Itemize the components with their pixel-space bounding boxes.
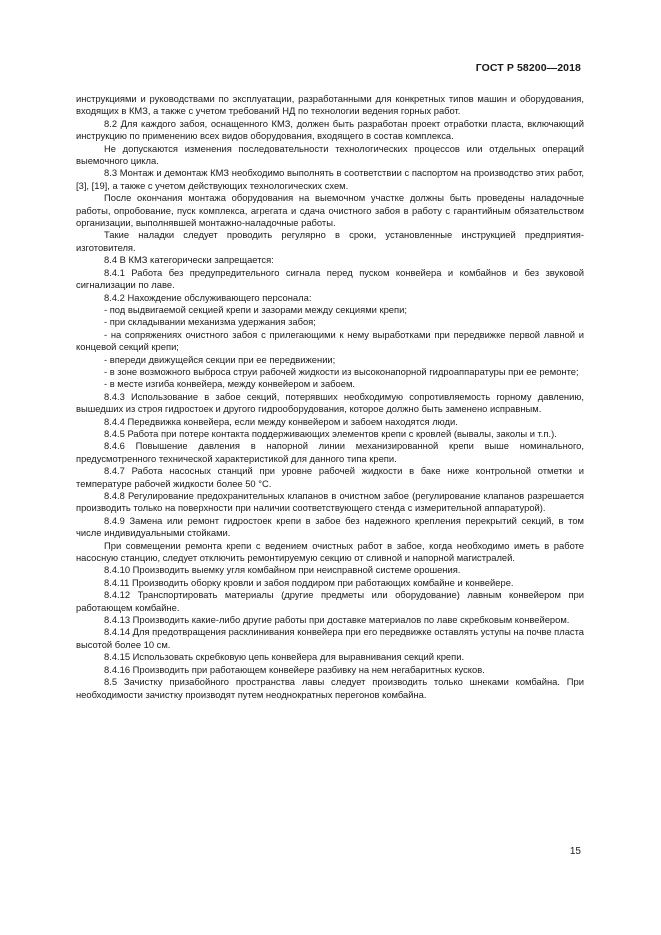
paragraph: - в месте изгиба конвейера, между конвейером и забоем. [104, 378, 356, 390]
paragraph: 8.4.6 Повышение давления в напорной линии механизированной крепи выше номинального, предусмотренного технической характеристикой для данного типа крепи. [76, 440, 584, 464]
paragraph: 8.2 Для каждого забоя, оснащенного КМЗ, должен быть разработан проект отработки пласта, включающий инструкцию по применению всех видов оборудования, входящего в состав комплекса. [76, 117, 584, 142]
paragraph: 8.4.3 Использование в забое секций, потерявших необходимую сопротивляемость горному давлению, вышедших из строя гидростоек и другого гидрооборудования, которое должно быть заменено исправным. [76, 390, 584, 415]
paragraph: - в зоне возможного выброса струи рабочей жидкости из высоконапорной гидроаппаратуры при ее ремонте; [104, 365, 579, 377]
paragraph: 8.4.9 Замена или ремонт гидростоек крепи в забое без надежного крепления перекрытий секций, в том числе индивидуальными стойками. [76, 514, 584, 539]
paragraph: инструкциями и руководствами по эксплуатации, разработанными для конкретных типов машин и оборудования, входящих в КМЗ, а также с учетом требований НД по технологии ведения горных работ. [76, 93, 584, 117]
paragraph: 8.4.4 Передвижка конвейера, если между конвейером и забоем находятся люди. [104, 415, 458, 427]
paragraph: 8.4.2 Нахождение обслуживающего персонала: [104, 291, 312, 303]
paragraph: 8.4.10 Производить выемку угля комбайном при неисправной системе орошения. [104, 564, 461, 576]
paragraph: 8.4.16 Производить при работающем конвейере разбивку на нем негабаритных кусков. [104, 663, 485, 675]
paragraph: После окончания монтажа оборудования на выемочном участке должны быть проведены наладочные работы, опробование, пуск комплекса, агрегата и сдача очистного забоя в работу с гарантийным обязательством организации, выполнявшей монтажно-наладочные работы. [76, 192, 584, 229]
paragraph: 8.4.7 Работа насосных станций при уровне рабочей жидкости в баке ниже контрольной отметки и температуре рабочей жидкости более 50 °С. [76, 465, 584, 489]
paragraph: 8.4.13 Производить какие-либо другие работы при доставке материалов по лаве скребковым конвейером. [104, 614, 570, 626]
paragraph: 8.4.8 Регулирование предохранительных клапанов в очистном забое (регулирование клапанов разрешается производить только на поверхности при наличии соответствующего стенда с измерительной аппаратурой). [76, 490, 584, 514]
paragraph: Такие наладки следует проводить регулярно в сроки, установленные инструкцией предприятия-изготовителя. [76, 229, 584, 253]
paragraph: - на сопряжениях очистного забоя с прилегающими к нему выработками при передвижке первой лавной и концевой секций крепи; [76, 328, 584, 353]
paragraph: 8.4.1 Работа без предупредительного сигнала перед пуском конвейера и комбайнов и без звуковой сигнализации по лаве. [76, 266, 584, 291]
paragraph: - впереди движущейся секции при ее передвижении; [104, 353, 336, 365]
paragraph: 8.4.14 Для предотвращения расклинивания конвейера при его передвижке оставлять уступы на почве пласта высотой более 10 см. [76, 626, 584, 650]
paragraph: Не допускаются изменения последовательности технологических процессов или отдельных операций выемочного цикла. [76, 142, 584, 167]
paragraph: - под выдвигаемой секцией крепи и зазорами между секциями крепи; [104, 303, 407, 315]
paragraph: 8.4.5 Работа при потере контакта поддерживающих элементов крепи с кровлей (вывалы, заколы и т.п.). [104, 427, 557, 439]
paragraph: 8.5 Зачистку призабойного пространства лавы следует производить только шнеками комбайна. При необходимости зачистку производят путем неоднократных перегонов комбайна. [76, 676, 584, 700]
paragraph: 8.4.12 Транспортировать материалы (другие предметы или оборудование) лавным конвейером при работающем комбайне. [76, 589, 584, 613]
page-number: 15 [569, 846, 581, 857]
document-body [76, 93, 584, 701]
paragraph: 8.4.15 Использовать скребковую цепь конвейера для выравнивания секций крепи. [104, 651, 465, 663]
paragraph: При совмещении ремонта крепи с ведением очистных работ в забое, когда необходимо иметь в работе насосную станцию, следует отключить ремонтируемую секцию от сливной и напорной магистралей. [76, 539, 584, 564]
paragraph: - при складывании механизма удержания забоя; [104, 316, 316, 328]
paragraph: 8.4 В КМЗ категорически запрещается: [104, 254, 274, 266]
paragraph: 8.4.11 Производить оборку кровли и забоя поддиром при работающих комбайне и конвейере. [104, 576, 514, 588]
paragraph: 8.3 Монтаж и демонтаж КМЗ необходимо выполнять в соответствии с паспортом на производство этих работ, [3], [19], а также с учетом действующих технологических схем. [76, 167, 584, 191]
document-code: ГОСТ Р 58200—2018 [475, 62, 581, 74]
